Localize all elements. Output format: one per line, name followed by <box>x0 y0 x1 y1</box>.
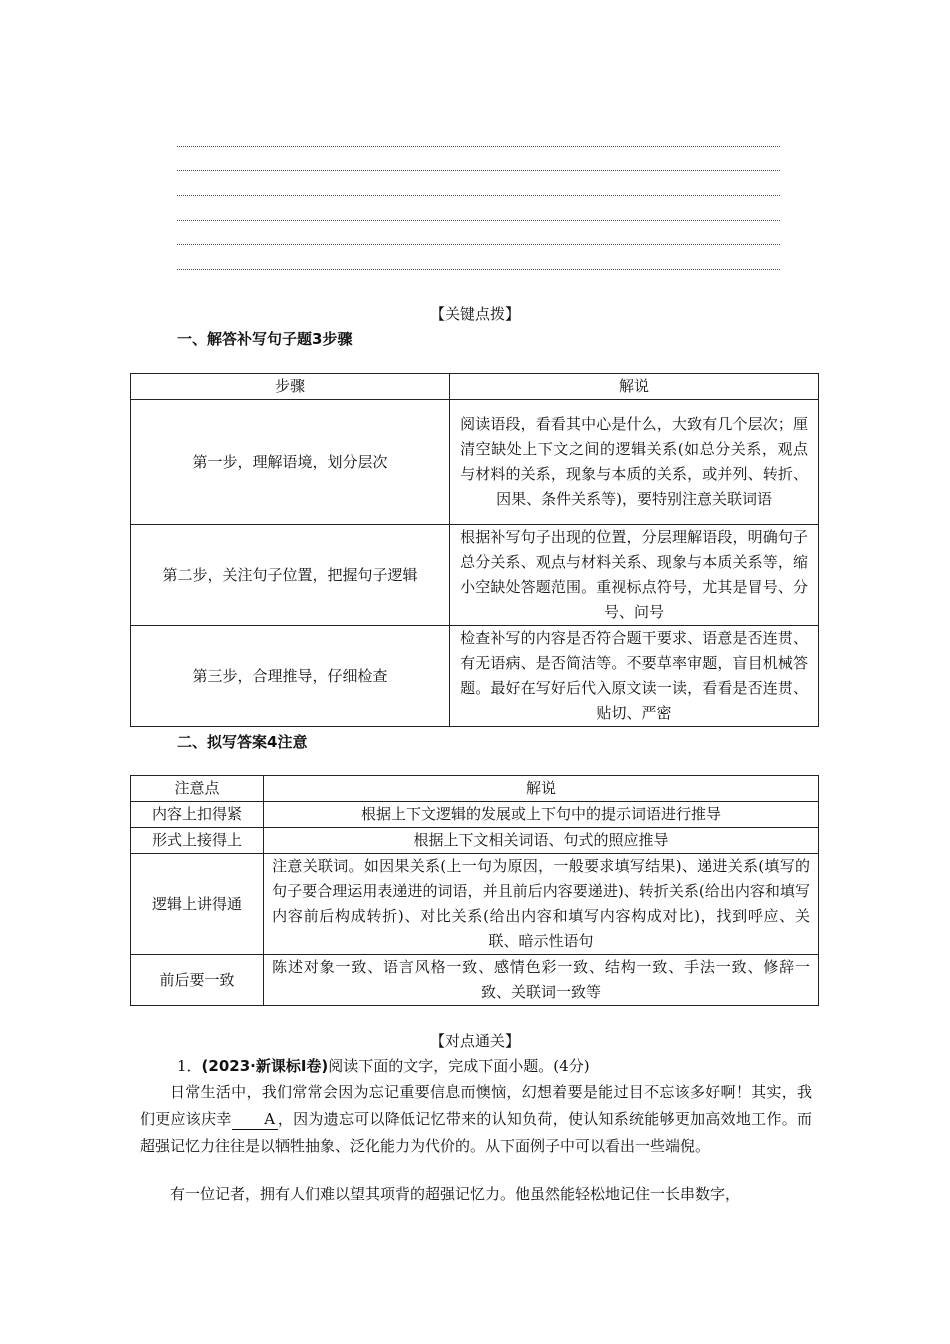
answer-line <box>177 244 780 245</box>
point-desc-cell: 陈述对象一致、语言风格一致、感情色彩一致、结构一致、手法一致、修辞一致、关联词一致等 <box>264 955 819 1006</box>
key-points-title: 【关键点拨】 <box>429 305 520 323</box>
blank-a: A <box>232 1109 278 1130</box>
answer-line <box>177 195 780 196</box>
section2-heading: 二、拟写答案4注意 <box>177 733 308 751</box>
point-cell: 形式上接得上 <box>131 828 264 854</box>
step-cell: 第三步，合理推导，仔细检查 <box>131 626 450 727</box>
step-desc-cell: 检查补写的内容是否符合题干要求、语意是否连贯、有无语病、是否简洁等。不要草率审题，盲目机械答题。最好在写好后代入原文读一读，看看是否连贯、贴切、严密 <box>450 626 819 727</box>
steps-table <box>130 373 819 727</box>
point-desc-cell: 根据上下文逻辑的发展或上下句中的提示词语进行推导 <box>264 802 819 828</box>
answer-line <box>177 146 780 147</box>
step-cell: 第一步，理解语境，划分层次 <box>131 400 450 525</box>
answer-line <box>177 220 780 221</box>
answer-line <box>177 269 780 270</box>
practice-title: 【对点通关】 <box>429 1032 520 1050</box>
answer-line <box>177 170 780 171</box>
table-header-cell: 步骤 <box>131 374 450 400</box>
question-instruction: 阅读下面的文字，完成下面小题。(4分) <box>328 1057 590 1075</box>
point-desc-cell: 注意关联词。如因果关系(上一句为原因，一般要求填写结果)、递进关系(填写的句子要合理运用表递进的词语，并且前后内容要递进)、转折关系(给出内容和填写内容前后构成转折)、对比关系(给出内容和填写内容构成对比)，找到呼应、关联、暗示性语句 <box>264 854 819 955</box>
notes-table <box>130 775 819 1006</box>
question-number: 1． <box>177 1057 202 1075</box>
question-source: (2023·新课标Ⅰ卷) <box>201 1057 329 1075</box>
point-cell: 逻辑上讲得通 <box>131 854 264 955</box>
point-desc-cell: 根据上下文相关词语、句式的照应推导 <box>264 828 819 854</box>
table-header-cell: 解说 <box>450 374 819 400</box>
step-desc-cell: 阅读语段，看看其中心是什么，大致有几个层次；厘清空缺处上下文之间的逻辑关系(如总分关系，观点与材料的关系，现象与本质的关系，或并列、转折、因果、条件关系等)，要特别注意关联词语 <box>450 400 819 525</box>
table-header-cell: 注意点 <box>131 776 264 802</box>
passage-paragraph-1: 日常生活中，我们常常会因为忘记重要信息而懊恼，幻想着要是能过目不忘该多好啊！其实，我们更应该庆幸 A ，因为遗忘可以降低记忆带来的认知负荷，使认知系统能够更加高效地工作。而超强记忆力往往是以牺牲抽象、泛化能力为代价的。从下面例子中可以看出一些端倪。 <box>140 1083 812 1155</box>
question-line <box>177 1055 590 1076</box>
section1-heading: 一、解答补写句子题3步骤 <box>177 330 353 348</box>
passage-paragraph-2: 有一位记者，拥有人们难以望其项背的超强记忆力。他虽然能轻松地记住一长串数字， <box>170 1185 741 1203</box>
step-cell: 第二步，关注句子位置，把握句子逻辑 <box>131 525 450 626</box>
point-cell: 内容上扣得紧 <box>131 802 264 828</box>
step-desc-cell: 根据补写句子出现的位置，分层理解语段，明确句子总分关系、观点与材料关系、现象与本质关系等，缩小空缺处答题范围。重视标点符号，尤其是冒号、分号、问号 <box>450 525 819 626</box>
table-header-cell: 解说 <box>264 776 819 802</box>
point-cell: 前后要一致 <box>131 955 264 1006</box>
